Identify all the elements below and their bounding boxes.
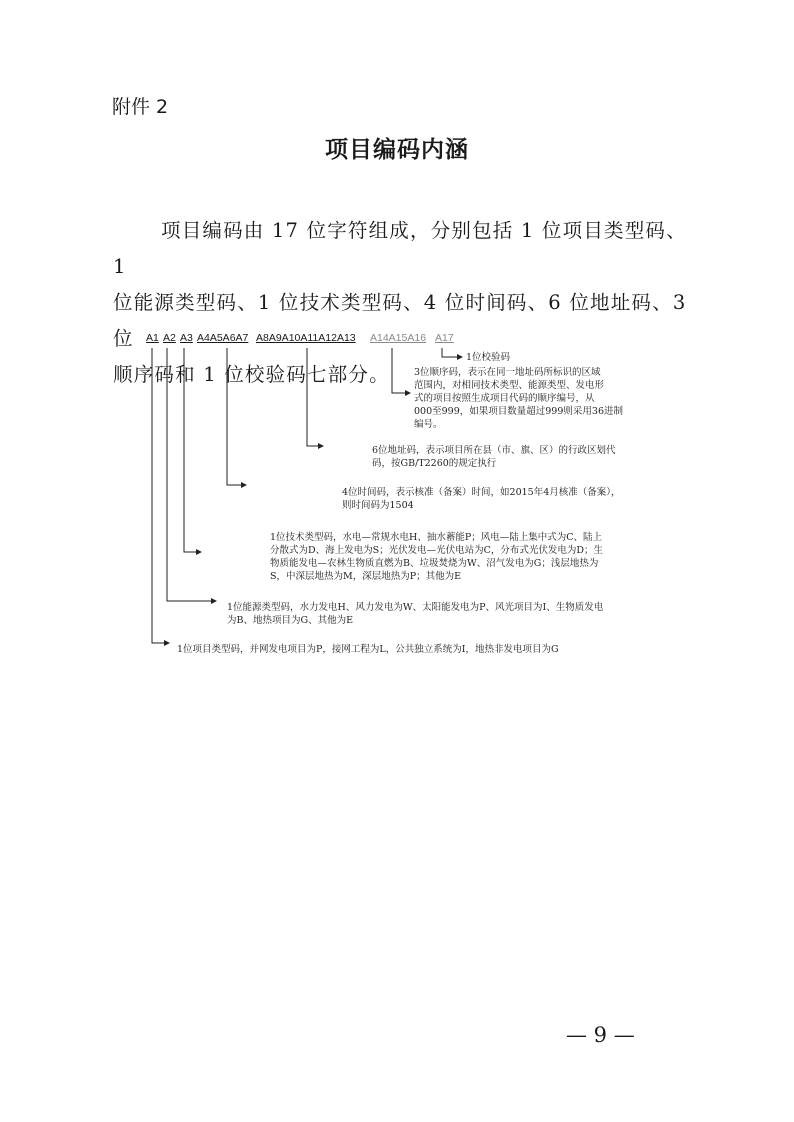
code-a4-a7: A4A5A6A7 bbox=[197, 332, 249, 344]
note-tech-line-3: 物质能发电—农林生物质直燃为B、垃圾焚烧为W、沼气发电为G；浅层地热为 bbox=[270, 558, 599, 569]
code-a8-a13: A8A9A10A11A12A13 bbox=[256, 332, 356, 344]
note-seq-line-4: 000至999，如果项目数量超过999则采用36进制 bbox=[414, 406, 623, 417]
code-a2: A2 bbox=[163, 332, 176, 344]
note-addr-line-1: 6位地址码，表示项目所在县（市、旗、区）的行政区划代 bbox=[372, 445, 616, 456]
note-time-code bbox=[342, 486, 621, 512]
note-time-line-1: 4位时间码，表示核准（备案）时间，如2015年4月核准（备案）， bbox=[342, 487, 621, 498]
note-seq-line-1: 3位顺序码，表示在同一地址码所标识的区域 bbox=[414, 367, 601, 378]
intro-line-2: 位能源类型码、1 位技术类型码、4 位时间码、6 位地址码、3 位 bbox=[113, 291, 687, 350]
note-technology-code bbox=[270, 531, 603, 583]
note-project-line: 1位项目类型码，并网发电项目为P，接网工程为L，公共独立系统为I，地热非发电项目为G bbox=[177, 644, 559, 655]
note-tech-line-2: 分散式为D、海上发电为S；光伏发电—光伏电站为C，分布式光伏发电为D；生 bbox=[270, 545, 604, 556]
intro-line-3: 顺序码和 1 位校验码七部分。 bbox=[113, 363, 390, 386]
note-seq-line-2: 范围内，对相同技术类型、能源类型、发电形 bbox=[414, 380, 605, 391]
page-number: — 9 — bbox=[566, 1023, 635, 1047]
note-project-code bbox=[177, 643, 559, 656]
note-time-line-2: 则时间码为1504 bbox=[342, 500, 414, 511]
note-sequence-code bbox=[414, 366, 623, 431]
note-check-line: 1位校验码 bbox=[466, 352, 511, 363]
note-energy-code bbox=[227, 601, 603, 627]
note-energy-line-2: 为B、地热项目为G、其他为E bbox=[227, 615, 354, 626]
note-addr-line-2: 码，按GB/T2260的规定执行 bbox=[372, 458, 497, 469]
note-seq-line-3: 式的项目按照生成项目代码的顺序编号，从 bbox=[414, 393, 595, 404]
code-a1: A1 bbox=[146, 332, 159, 344]
note-tech-line-1: 1位技术类型码，水电—常规水电H、抽水蓄能P；风电—陆上集中式为C、陆上 bbox=[270, 532, 602, 543]
code-a17: A17 bbox=[435, 332, 454, 344]
note-check-code bbox=[466, 351, 510, 364]
code-a14-a16: A14A15A16 bbox=[370, 332, 427, 344]
note-tech-line-4: S，中深层地热为M，深层地热为P；其他为E bbox=[270, 571, 462, 582]
note-seq-line-5: 编号。 bbox=[414, 419, 443, 430]
code-a3: A3 bbox=[180, 332, 193, 344]
note-energy-line-1: 1位能源类型码，水力发电H、风力发电为W、太阳能发电为P、风光项目为I、生物质发电 bbox=[227, 602, 604, 613]
note-address-code bbox=[372, 444, 616, 470]
document-title: 项目编码内涵 bbox=[325, 137, 469, 163]
attachment-label: 附件 2 bbox=[112, 96, 169, 118]
intro-line-1: 项目编码由 17 位字符组成，分别包括 1 位项目类型码、1 bbox=[113, 219, 687, 278]
